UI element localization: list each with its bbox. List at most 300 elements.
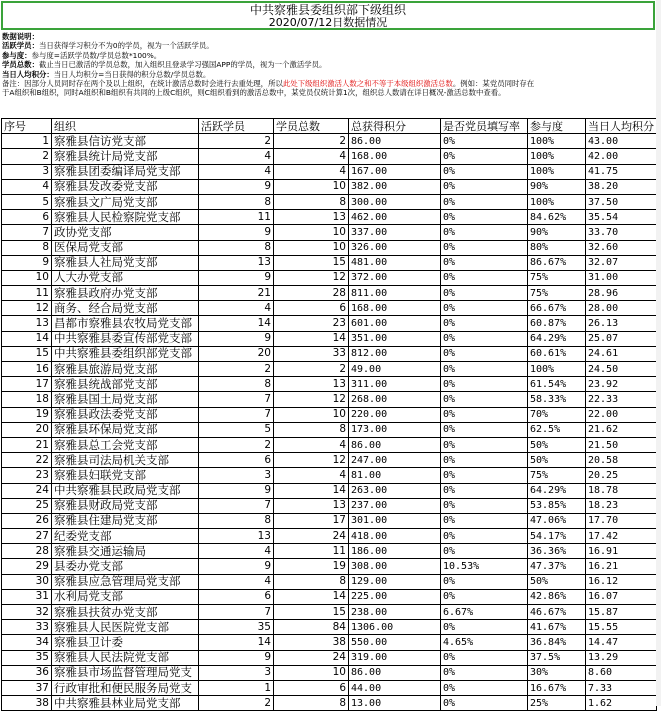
cell-index[interactable]: 23 <box>2 468 52 483</box>
cell-member-rate[interactable]: 4.65% <box>441 635 528 650</box>
cell-org[interactable]: 察雅县人社局党支部 <box>52 255 199 270</box>
cell-participation[interactable]: 50% <box>528 437 586 452</box>
cell-active[interactable]: 9 <box>199 179 274 194</box>
cell-avg-points[interactable]: 42.00 <box>586 149 657 164</box>
cell-org[interactable]: 人大办党支部 <box>52 270 199 285</box>
cell-points[interactable]: 462.00 <box>349 210 441 225</box>
cell-points[interactable]: 326.00 <box>349 240 441 255</box>
cell-active[interactable]: 9 <box>199 650 274 665</box>
cell-participation[interactable]: 58.33% <box>528 392 586 407</box>
cell-participation[interactable]: 75% <box>528 270 586 285</box>
cell-participation[interactable]: 62.5% <box>528 422 586 437</box>
cell-index[interactable]: 18 <box>2 392 52 407</box>
cell-participation[interactable]: 90% <box>528 179 586 194</box>
cell-member-rate[interactable]: 0% <box>441 529 528 544</box>
col-header-index[interactable]: 序号 <box>2 119 52 134</box>
cell-avg-points[interactable]: 21.50 <box>586 437 657 452</box>
cell-index[interactable]: 5 <box>2 194 52 209</box>
cell-avg-points[interactable]: 8.60 <box>586 665 657 680</box>
cell-participation[interactable]: 41.67% <box>528 620 586 635</box>
cell-member-rate[interactable]: 0% <box>441 468 528 483</box>
cell-participation[interactable]: 47.37% <box>528 559 586 574</box>
cell-org[interactable]: 察雅县统计局党支部 <box>52 149 199 164</box>
cell-index[interactable]: 21 <box>2 437 52 452</box>
cell-index[interactable]: 6 <box>2 210 52 225</box>
cell-org[interactable]: 县委办党支部 <box>52 559 199 574</box>
cell-points[interactable]: 220.00 <box>349 407 441 422</box>
cell-total[interactable]: 17 <box>274 513 349 528</box>
cell-total[interactable]: 33 <box>274 346 349 361</box>
cell-member-rate[interactable]: 0% <box>441 483 528 498</box>
cell-index[interactable]: 7 <box>2 225 52 240</box>
cell-points[interactable]: 337.00 <box>349 225 441 240</box>
cell-participation[interactable]: 47.06% <box>528 513 586 528</box>
cell-member-rate[interactable]: 0% <box>441 453 528 468</box>
cell-index[interactable]: 26 <box>2 513 52 528</box>
cell-member-rate[interactable]: 0% <box>441 498 528 513</box>
cell-index[interactable]: 4 <box>2 179 52 194</box>
cell-org[interactable]: 纪委党支部 <box>52 529 199 544</box>
cell-total[interactable]: 2 <box>274 134 349 149</box>
cell-total[interactable]: 8 <box>274 194 349 209</box>
cell-total[interactable]: 13 <box>274 377 349 392</box>
cell-member-rate[interactable]: 6.67% <box>441 605 528 620</box>
cell-points[interactable]: 86.00 <box>349 134 441 149</box>
cell-org[interactable]: 中共察雅县委组织部党支部 <box>52 346 199 361</box>
cell-avg-points[interactable]: 1.62 <box>586 696 657 711</box>
cell-participation[interactable]: 54.17% <box>528 529 586 544</box>
cell-total[interactable]: 14 <box>274 331 349 346</box>
cell-total[interactable]: 12 <box>274 453 349 468</box>
cell-member-rate[interactable]: 0% <box>441 194 528 209</box>
cell-member-rate[interactable]: 10.53% <box>441 559 528 574</box>
cell-total[interactable]: 4 <box>274 468 349 483</box>
cell-avg-points[interactable]: 15.55 <box>586 620 657 635</box>
cell-member-rate[interactable]: 0% <box>441 301 528 316</box>
cell-active[interactable]: 2 <box>199 437 274 452</box>
cell-member-rate[interactable]: 0% <box>441 513 528 528</box>
cell-index[interactable]: 35 <box>2 650 52 665</box>
cell-org[interactable]: 察雅县住建局党支部 <box>52 513 199 528</box>
cell-org[interactable]: 中共察雅县林业局党支部 <box>52 696 199 711</box>
cell-active[interactable]: 6 <box>199 453 274 468</box>
cell-index[interactable]: 34 <box>2 635 52 650</box>
cell-total[interactable]: 2 <box>274 362 349 377</box>
cell-active[interactable]: 3 <box>199 468 274 483</box>
cell-member-rate[interactable]: 0% <box>441 225 528 240</box>
cell-active[interactable]: 35 <box>199 620 274 635</box>
cell-avg-points[interactable]: 35.54 <box>586 210 657 225</box>
cell-active[interactable]: 9 <box>199 559 274 574</box>
cell-points[interactable]: 13.00 <box>349 696 441 711</box>
cell-index[interactable]: 31 <box>2 589 52 604</box>
cell-org[interactable]: 察雅县财政局党支部 <box>52 498 199 513</box>
cell-index[interactable]: 1 <box>2 134 52 149</box>
cell-org[interactable]: 察雅县市场监督管理局党支 <box>52 665 199 680</box>
cell-points[interactable]: 44.00 <box>349 680 441 695</box>
cell-member-rate[interactable]: 0% <box>441 407 528 422</box>
cell-index[interactable]: 2 <box>2 149 52 164</box>
cell-total[interactable]: 4 <box>274 149 349 164</box>
cell-index[interactable]: 37 <box>2 680 52 695</box>
cell-avg-points[interactable]: 18.78 <box>586 483 657 498</box>
cell-index[interactable]: 38 <box>2 696 52 711</box>
col-header-total[interactable]: 学员总数 <box>274 119 349 134</box>
cell-org[interactable]: 察雅县人民医院党支部 <box>52 620 199 635</box>
cell-org[interactable]: 察雅县政府办党支部 <box>52 286 199 301</box>
cell-member-rate[interactable]: 0% <box>441 620 528 635</box>
cell-avg-points[interactable]: 32.60 <box>586 240 657 255</box>
cell-index[interactable]: 20 <box>2 422 52 437</box>
cell-avg-points[interactable]: 38.20 <box>586 179 657 194</box>
cell-total[interactable]: 15 <box>274 605 349 620</box>
cell-total[interactable]: 6 <box>274 680 349 695</box>
cell-org[interactable]: 察雅县政法委党支部 <box>52 407 199 422</box>
cell-org[interactable]: 察雅县人民检察院党支部 <box>52 210 199 225</box>
cell-active[interactable]: 6 <box>199 589 274 604</box>
cell-index[interactable]: 30 <box>2 574 52 589</box>
cell-points[interactable]: 168.00 <box>349 149 441 164</box>
cell-avg-points[interactable]: 16.12 <box>586 574 657 589</box>
cell-avg-points[interactable]: 20.58 <box>586 453 657 468</box>
cell-index[interactable]: 14 <box>2 331 52 346</box>
cell-points[interactable]: 173.00 <box>349 422 441 437</box>
cell-org[interactable]: 水利局党支部 <box>52 589 199 604</box>
cell-active[interactable]: 3 <box>199 665 274 680</box>
cell-active[interactable]: 8 <box>199 240 274 255</box>
cell-total[interactable]: 24 <box>274 529 349 544</box>
cell-index[interactable]: 19 <box>2 407 52 422</box>
cell-participation[interactable]: 30% <box>528 665 586 680</box>
cell-active[interactable]: 13 <box>199 529 274 544</box>
cell-active[interactable]: 4 <box>199 164 274 179</box>
cell-index[interactable]: 25 <box>2 498 52 513</box>
cell-member-rate[interactable]: 0% <box>441 179 528 194</box>
cell-total[interactable]: 6 <box>274 301 349 316</box>
cell-participation[interactable]: 80% <box>528 240 586 255</box>
cell-org[interactable]: 察雅县团委编译局党支部 <box>52 164 199 179</box>
cell-active[interactable]: 8 <box>199 377 274 392</box>
cell-total[interactable]: 4 <box>274 437 349 452</box>
cell-org[interactable]: 察雅县发改委党支部 <box>52 179 199 194</box>
cell-member-rate[interactable]: 0% <box>441 316 528 331</box>
cell-org[interactable]: 察雅县司法局机关支部 <box>52 453 199 468</box>
cell-participation[interactable]: 86.67% <box>528 255 586 270</box>
cell-avg-points[interactable]: 32.07 <box>586 255 657 270</box>
cell-active[interactable]: 4 <box>199 149 274 164</box>
cell-participation[interactable]: 66.67% <box>528 301 586 316</box>
cell-points[interactable]: 168.00 <box>349 301 441 316</box>
cell-points[interactable]: 268.00 <box>349 392 441 407</box>
cell-points[interactable]: 263.00 <box>349 483 441 498</box>
cell-org[interactable]: 昌都市察雅县农牧局党支部 <box>52 316 199 331</box>
cell-index[interactable]: 11 <box>2 286 52 301</box>
cell-points[interactable]: 49.00 <box>349 362 441 377</box>
cell-total[interactable]: 13 <box>274 210 349 225</box>
cell-member-rate[interactable]: 0% <box>441 544 528 559</box>
cell-participation[interactable]: 37.5% <box>528 650 586 665</box>
cell-index[interactable]: 36 <box>2 665 52 680</box>
cell-avg-points[interactable]: 28.96 <box>586 286 657 301</box>
cell-org[interactable]: 察雅县旅游局党支部 <box>52 362 199 377</box>
cell-participation[interactable]: 100% <box>528 149 586 164</box>
cell-org[interactable]: 政协党支部 <box>52 225 199 240</box>
cell-total[interactable]: 10 <box>274 179 349 194</box>
cell-points[interactable]: 382.00 <box>349 179 441 194</box>
cell-points[interactable]: 129.00 <box>349 574 441 589</box>
cell-org[interactable]: 察雅县环保局党支部 <box>52 422 199 437</box>
cell-member-rate[interactable]: 0% <box>441 665 528 680</box>
cell-points[interactable]: 81.00 <box>349 468 441 483</box>
cell-total[interactable]: 10 <box>274 225 349 240</box>
cell-active[interactable]: 21 <box>199 286 274 301</box>
cell-participation[interactable]: 64.29% <box>528 331 586 346</box>
cell-points[interactable]: 300.00 <box>349 194 441 209</box>
cell-points[interactable]: 811.00 <box>349 286 441 301</box>
cell-index[interactable]: 13 <box>2 316 52 331</box>
cell-avg-points[interactable]: 18.23 <box>586 498 657 513</box>
cell-points[interactable]: 237.00 <box>349 498 441 513</box>
cell-org[interactable]: 察雅县卫计委 <box>52 635 199 650</box>
cell-org[interactable]: 医保局党支部 <box>52 240 199 255</box>
cell-org[interactable]: 察雅县总工会党支部 <box>52 437 199 452</box>
cell-avg-points[interactable]: 23.92 <box>586 377 657 392</box>
cell-points[interactable]: 812.00 <box>349 346 441 361</box>
cell-points[interactable]: 308.00 <box>349 559 441 574</box>
cell-points[interactable]: 301.00 <box>349 513 441 528</box>
cell-total[interactable]: 12 <box>274 270 349 285</box>
cell-member-rate[interactable]: 0% <box>441 286 528 301</box>
cell-active[interactable]: 2 <box>199 696 274 711</box>
cell-index[interactable]: 27 <box>2 529 52 544</box>
cell-avg-points[interactable]: 25.07 <box>586 331 657 346</box>
cell-index[interactable]: 16 <box>2 362 52 377</box>
cell-participation[interactable]: 60.87% <box>528 316 586 331</box>
cell-active[interactable]: 2 <box>199 134 274 149</box>
cell-participation[interactable]: 36.36% <box>528 544 586 559</box>
cell-total[interactable]: 84 <box>274 620 349 635</box>
cell-participation[interactable]: 46.67% <box>528 605 586 620</box>
cell-active[interactable]: 2 <box>199 362 274 377</box>
cell-active[interactable]: 9 <box>199 483 274 498</box>
cell-points[interactable]: 86.00 <box>349 437 441 452</box>
cell-participation[interactable]: 75% <box>528 468 586 483</box>
cell-org[interactable]: 察雅县交通运输局 <box>52 544 199 559</box>
cell-active[interactable]: 5 <box>199 422 274 437</box>
cell-member-rate[interactable]: 0% <box>441 589 528 604</box>
cell-points[interactable]: 481.00 <box>349 255 441 270</box>
cell-avg-points[interactable]: 16.07 <box>586 589 657 604</box>
cell-active[interactable]: 7 <box>199 392 274 407</box>
cell-org[interactable]: 察雅县妇联党支部 <box>52 468 199 483</box>
col-header-points[interactable]: 总获得积分 <box>349 119 441 134</box>
cell-member-rate[interactable]: 0% <box>441 270 528 285</box>
cell-total[interactable]: 10 <box>274 240 349 255</box>
cell-total[interactable]: 8 <box>274 696 349 711</box>
cell-index[interactable]: 22 <box>2 453 52 468</box>
cell-avg-points[interactable]: 37.50 <box>586 194 657 209</box>
cell-participation[interactable]: 60.61% <box>528 346 586 361</box>
cell-index[interactable]: 8 <box>2 240 52 255</box>
cell-active[interactable]: 13 <box>199 255 274 270</box>
cell-points[interactable]: 550.00 <box>349 635 441 650</box>
cell-active[interactable]: 14 <box>199 635 274 650</box>
cell-index[interactable]: 3 <box>2 164 52 179</box>
cell-total[interactable]: 10 <box>274 407 349 422</box>
cell-avg-points[interactable]: 28.00 <box>586 301 657 316</box>
cell-active[interactable]: 11 <box>199 210 274 225</box>
cell-participation[interactable]: 53.85% <box>528 498 586 513</box>
cell-member-rate[interactable]: 0% <box>441 392 528 407</box>
cell-index[interactable]: 28 <box>2 544 52 559</box>
cell-active[interactable]: 20 <box>199 346 274 361</box>
cell-participation[interactable]: 36.84% <box>528 635 586 650</box>
cell-participation[interactable]: 100% <box>528 134 586 149</box>
cell-member-rate[interactable]: 0% <box>441 437 528 452</box>
cell-participation[interactable]: 84.62% <box>528 210 586 225</box>
cell-participation[interactable]: 61.54% <box>528 377 586 392</box>
cell-member-rate[interactable]: 0% <box>441 149 528 164</box>
cell-active[interactable]: 4 <box>199 544 274 559</box>
cell-points[interactable]: 601.00 <box>349 316 441 331</box>
cell-avg-points[interactable]: 20.25 <box>586 468 657 483</box>
cell-total[interactable]: 23 <box>274 316 349 331</box>
cell-avg-points[interactable]: 22.33 <box>586 392 657 407</box>
cell-member-rate[interactable]: 0% <box>441 255 528 270</box>
cell-index[interactable]: 24 <box>2 483 52 498</box>
cell-active[interactable]: 8 <box>199 194 274 209</box>
cell-active[interactable]: 4 <box>199 301 274 316</box>
cell-org[interactable]: 行政审批和便民服务局党支 <box>52 680 199 695</box>
cell-index[interactable]: 15 <box>2 346 52 361</box>
cell-total[interactable]: 11 <box>274 544 349 559</box>
cell-avg-points[interactable]: 21.62 <box>586 422 657 437</box>
cell-avg-points[interactable]: 22.00 <box>586 407 657 422</box>
cell-total[interactable]: 8 <box>274 574 349 589</box>
cell-total[interactable]: 28 <box>274 286 349 301</box>
cell-participation[interactable]: 50% <box>528 453 586 468</box>
cell-org[interactable]: 察雅县应急管理局党支部 <box>52 574 199 589</box>
cell-participation[interactable]: 100% <box>528 362 586 377</box>
cell-avg-points[interactable]: 16.91 <box>586 544 657 559</box>
cell-avg-points[interactable]: 17.70 <box>586 513 657 528</box>
cell-participation[interactable]: 100% <box>528 194 586 209</box>
cell-avg-points[interactable]: 7.33 <box>586 680 657 695</box>
cell-active[interactable]: 7 <box>199 498 274 513</box>
cell-index[interactable]: 12 <box>2 301 52 316</box>
cell-member-rate[interactable]: 0% <box>441 650 528 665</box>
cell-total[interactable]: 10 <box>274 665 349 680</box>
cell-points[interactable]: 167.00 <box>349 164 441 179</box>
cell-member-rate[interactable]: 0% <box>441 346 528 361</box>
cell-index[interactable]: 29 <box>2 559 52 574</box>
cell-member-rate[interactable]: 0% <box>441 331 528 346</box>
cell-avg-points[interactable]: 43.00 <box>586 134 657 149</box>
cell-points[interactable]: 247.00 <box>349 453 441 468</box>
cell-total[interactable]: 14 <box>274 589 349 604</box>
cell-org[interactable]: 察雅县信访党支部 <box>52 134 199 149</box>
cell-participation[interactable]: 16.67% <box>528 680 586 695</box>
cell-org[interactable]: 中共察雅县民政局党支部 <box>52 483 199 498</box>
col-header-active[interactable]: 活跃学员 <box>199 119 274 134</box>
cell-participation[interactable]: 70% <box>528 407 586 422</box>
cell-avg-points[interactable]: 13.29 <box>586 650 657 665</box>
cell-avg-points[interactable]: 31.00 <box>586 270 657 285</box>
cell-total[interactable]: 38 <box>274 635 349 650</box>
title-cell[interactable] <box>1 1 655 30</box>
cell-active[interactable]: 9 <box>199 331 274 346</box>
cell-avg-points[interactable]: 15.87 <box>586 605 657 620</box>
cell-participation[interactable]: 25% <box>528 696 586 711</box>
cell-points[interactable]: 186.00 <box>349 544 441 559</box>
cell-index[interactable]: 10 <box>2 270 52 285</box>
cell-active[interactable]: 9 <box>199 225 274 240</box>
cell-active[interactable]: 9 <box>199 270 274 285</box>
cell-org[interactable]: 察雅县人民法院党支部 <box>52 650 199 665</box>
col-header-member-rate[interactable]: 是否党员填写率 <box>441 119 528 134</box>
cell-total[interactable]: 4 <box>274 164 349 179</box>
cell-points[interactable]: 418.00 <box>349 529 441 544</box>
cell-member-rate[interactable]: 0% <box>441 422 528 437</box>
cell-org[interactable]: 商务、经合局党支部 <box>52 301 199 316</box>
cell-participation[interactable]: 50% <box>528 574 586 589</box>
cell-index[interactable]: 33 <box>2 620 52 635</box>
cell-member-rate[interactable]: 0% <box>441 362 528 377</box>
cell-org[interactable]: 察雅县统战部党支部 <box>52 377 199 392</box>
cell-org[interactable]: 中共察雅县委宣传部党支部 <box>52 331 199 346</box>
cell-total[interactable]: 12 <box>274 392 349 407</box>
cell-org[interactable]: 察雅县国土局党支部 <box>52 392 199 407</box>
cell-org[interactable]: 察雅县扶贫办党支部 <box>52 605 199 620</box>
cell-points[interactable]: 225.00 <box>349 589 441 604</box>
cell-avg-points[interactable]: 26.13 <box>586 316 657 331</box>
cell-member-rate[interactable]: 0% <box>441 164 528 179</box>
cell-member-rate[interactable]: 0% <box>441 680 528 695</box>
cell-active[interactable]: 7 <box>199 605 274 620</box>
cell-participation[interactable]: 64.29% <box>528 483 586 498</box>
cell-member-rate[interactable]: 0% <box>441 377 528 392</box>
cell-avg-points[interactable]: 24.50 <box>586 362 657 377</box>
cell-member-rate[interactable]: 0% <box>441 696 528 711</box>
cell-active[interactable]: 14 <box>199 316 274 331</box>
cell-org[interactable]: 察雅县文广局党支部 <box>52 194 199 209</box>
cell-participation[interactable]: 90% <box>528 225 586 240</box>
cell-total[interactable]: 15 <box>274 255 349 270</box>
cell-points[interactable]: 86.00 <box>349 665 441 680</box>
cell-total[interactable]: 13 <box>274 498 349 513</box>
cell-avg-points[interactable]: 17.42 <box>586 529 657 544</box>
col-header-org[interactable]: 组织 <box>52 119 199 134</box>
col-header-avg-points[interactable]: 当日人均积分 <box>586 119 657 134</box>
cell-member-rate[interactable]: 0% <box>441 134 528 149</box>
cell-active[interactable]: 1 <box>199 680 274 695</box>
cell-avg-points[interactable]: 14.47 <box>586 635 657 650</box>
cell-points[interactable]: 238.00 <box>349 605 441 620</box>
cell-participation[interactable]: 42.86% <box>528 589 586 604</box>
cell-points[interactable]: 319.00 <box>349 650 441 665</box>
cell-points[interactable]: 372.00 <box>349 270 441 285</box>
cell-avg-points[interactable]: 33.70 <box>586 225 657 240</box>
cell-participation[interactable]: 100% <box>528 164 586 179</box>
cell-avg-points[interactable]: 41.75 <box>586 164 657 179</box>
cell-member-rate[interactable]: 0% <box>441 574 528 589</box>
cell-member-rate[interactable]: 0% <box>441 240 528 255</box>
cell-avg-points[interactable]: 24.61 <box>586 346 657 361</box>
cell-participation[interactable]: 75% <box>528 286 586 301</box>
cell-member-rate[interactable]: 0% <box>441 210 528 225</box>
col-header-participation[interactable]: 参与度 <box>528 119 586 134</box>
cell-avg-points[interactable]: 16.21 <box>586 559 657 574</box>
